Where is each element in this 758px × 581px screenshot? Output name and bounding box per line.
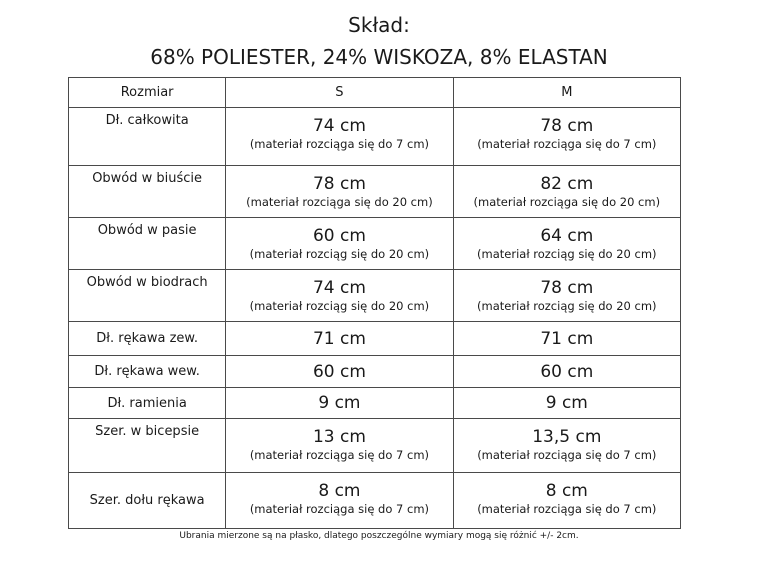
cell-m (453, 419, 680, 473)
table-row (69, 218, 681, 270)
page-title: Skład: (348, 13, 410, 37)
cell-m (453, 218, 680, 270)
note-s: (materiał rozciąga się do 7 cm) (249, 448, 430, 462)
table-row (69, 356, 681, 388)
table-row (69, 270, 681, 322)
row-label: Dł. rękawa wew. (69, 356, 226, 388)
row-label: Dł. całkowita (69, 108, 226, 166)
row-label: Szer. dołu rękawa (69, 473, 226, 529)
note-s: (materiał rozciąga się do 7 cm) (249, 502, 430, 516)
cell-s (226, 419, 453, 473)
note-s: (materiał rozciąg się do 20 cm) (249, 299, 430, 313)
value-m: 64 cm (540, 226, 594, 246)
value-m: 9 cm (545, 393, 588, 413)
row-label: Obwód w biodrach (69, 270, 226, 322)
cell-m (453, 108, 680, 166)
value-m: 78 cm (540, 116, 594, 136)
cell-s (226, 218, 453, 270)
table-row (69, 108, 681, 166)
note-s: (materiał rozciąga się do 20 cm) (246, 195, 433, 209)
note-m: (materiał rozciąga się do 7 cm) (477, 502, 657, 516)
value-s: 8 cm (318, 481, 361, 501)
value-m: 71 cm (540, 328, 594, 349)
row-label: Dł. rękawa zew. (69, 322, 226, 356)
cell-m (453, 322, 680, 356)
cell-s (226, 473, 453, 529)
value-s: 13 cm (312, 427, 366, 447)
note-m: (materiał rozciąga się do 20 cm) (473, 195, 661, 209)
row-label: Szer. w bicepsie (69, 419, 226, 473)
cell-m (453, 388, 680, 419)
cell-s (226, 356, 453, 388)
cell-s (226, 166, 453, 218)
row-label: Dł. ramienia (69, 388, 226, 419)
table-row (69, 473, 681, 529)
row-label: Obwód w pasie (69, 218, 226, 270)
note-m: (materiał rozciąg się do 20 cm) (477, 247, 657, 261)
cell-s (226, 322, 453, 356)
table-row (69, 166, 681, 218)
note-m: (materiał rozciąga się do 7 cm) (477, 448, 657, 462)
cell-m (453, 270, 680, 322)
table-row (69, 388, 681, 419)
value-s: 78 cm (312, 174, 366, 194)
value-s: 74 cm (312, 278, 366, 298)
cell-m (453, 166, 680, 218)
table-header-row (69, 78, 681, 108)
table-row (69, 322, 681, 356)
value-m: 60 cm (540, 361, 594, 382)
cell-m (453, 473, 680, 529)
composition-line: 68% POLIESTER, 24% WISKOZA, 8% ELASTAN (150, 45, 608, 69)
cell-s (226, 388, 453, 419)
value-s: 60 cm (312, 361, 366, 382)
value-s: 71 cm (312, 328, 366, 349)
note-m: (materiał rozciąg się do 20 cm) (477, 299, 657, 313)
note-m: (materiał rozciąga się do 7 cm) (477, 137, 657, 151)
note-s: (materiał rozciąg się do 20 cm) (249, 247, 430, 261)
value-s: 9 cm (318, 393, 361, 413)
cell-s (226, 270, 453, 322)
cell-m (453, 356, 680, 388)
value-m: 82 cm (540, 174, 594, 194)
note-s: (materiał rozciąga się do 7 cm) (249, 137, 430, 151)
row-label: Obwód w biuście (69, 166, 226, 218)
size-table (68, 77, 681, 529)
value-s: 60 cm (312, 226, 366, 246)
measurement-note: Ubrania mierzone są na płasko, dlatego poszczególne wymiary mogą się różnić +/- 2cm. (179, 531, 579, 541)
value-m: 8 cm (545, 481, 588, 501)
cell-s (226, 108, 453, 166)
header-m: M (453, 78, 680, 108)
value-s: 74 cm (312, 116, 366, 136)
value-m: 13,5 cm (532, 427, 602, 447)
value-m: 78 cm (540, 278, 594, 298)
header-s: S (226, 78, 453, 108)
header-size: Rozmiar (69, 78, 226, 108)
table-row (69, 419, 681, 473)
